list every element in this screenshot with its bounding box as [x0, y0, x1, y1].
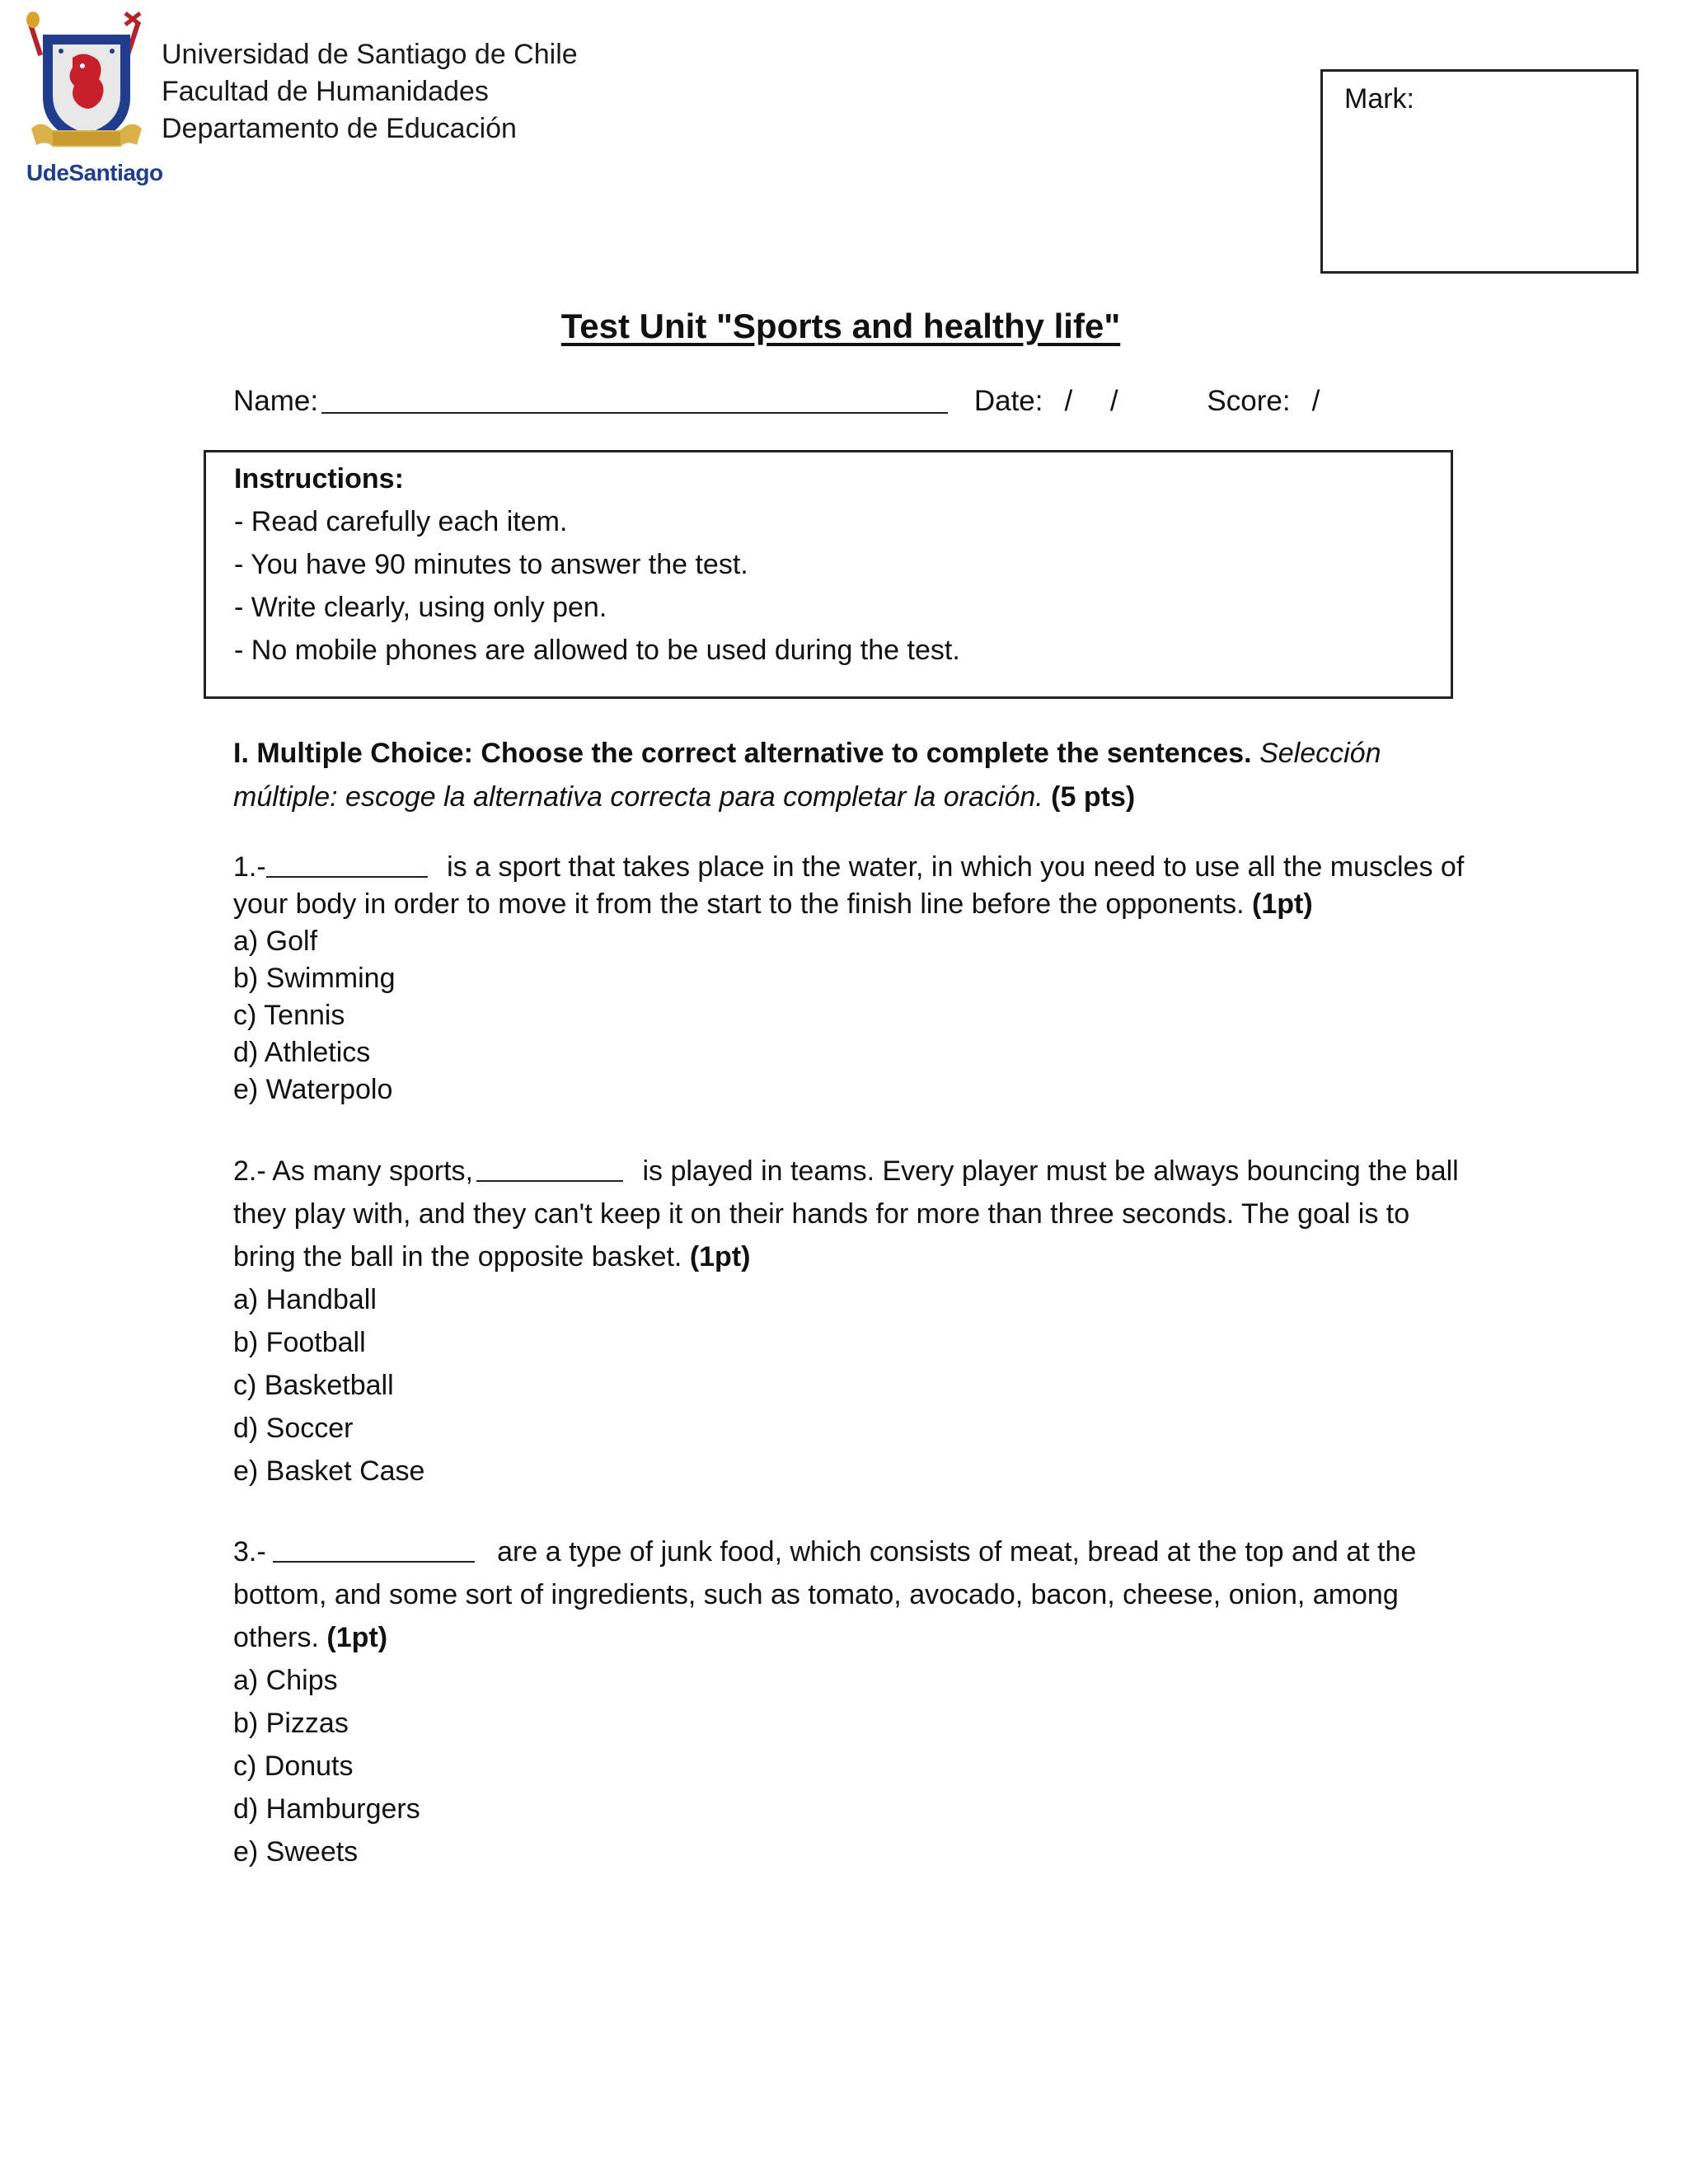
score-field[interactable]: / [1311, 385, 1335, 417]
option-item[interactable]: e) Sweets [233, 1836, 359, 1868]
institution-block [162, 36, 578, 148]
options-list [233, 1659, 1470, 1873]
option-item[interactable]: c) Donuts [233, 1750, 354, 1782]
question-3 [233, 1530, 1470, 1873]
option-item[interactable]: e) Basket Case [233, 1455, 425, 1487]
option-item[interactable]: b) Pizzas [233, 1708, 349, 1739]
score-label: Score: [1207, 385, 1291, 417]
option-item[interactable]: b) Football [233, 1327, 366, 1358]
option-item[interactable]: c) Tennis [233, 1000, 345, 1031]
date-label: Date: [973, 385, 1043, 417]
question-points: (1pt) [689, 1241, 751, 1272]
answer-blank[interactable] [273, 1536, 475, 1563]
section-heading-points: (5 pts) [1051, 781, 1136, 813]
mark-box[interactable] [1320, 69, 1639, 274]
question-body: are a type of junk food, which consists of meat, bread at the top and at the bottom, and some sort of ingredients, such as tomato, avocado, bacon, cheese, onion, among others. [233, 1536, 1417, 1653]
test-title: Test Unit "Sports and healthy life" [560, 307, 1121, 345]
question-body: is played in teams. Every player must be always bouncing the ball they play with, and they can't keep it on their hands for more than three seconds. The goal is to bring the ball in the opposite basket. [233, 1155, 1459, 1272]
instructions-title: Instructions: [234, 463, 404, 494]
question-2 [233, 1150, 1470, 1493]
question-text [233, 849, 1470, 923]
section-heading [233, 732, 1470, 819]
university-crest-icon [25, 8, 148, 161]
name-label: Name: [233, 385, 319, 417]
option-item[interactable]: e) Waterpolo [233, 1074, 393, 1105]
option-item[interactable]: d) Athletics [233, 1037, 371, 1068]
mark-label: Mark: [1344, 83, 1414, 115]
question-prefix: 1.- [233, 851, 266, 883]
date-field[interactable]: / / [1064, 385, 1133, 417]
institution-line: Universidad de Santiago de Chile [162, 39, 578, 70]
instruction-item: - No mobile phones are allowed to be used during the test. [234, 635, 960, 666]
answer-blank[interactable] [266, 851, 428, 878]
section-heading-italic: Selección múltiple: escoge la alternativa correcta para completar la oración. [233, 738, 1381, 813]
question-prefix: 2.- As many sports, [233, 1155, 473, 1187]
options-list [233, 923, 1470, 1108]
option-item[interactable]: d) Soccer [233, 1413, 354, 1444]
question-body: is a sport that takes place in the water, in which you need to use all the muscles of your body in order to move it from the start to the finish line before the opponents. [233, 851, 1465, 920]
instruction-item: - Read carefully each item. [234, 506, 568, 537]
instruction-item: - You have 90 minutes to answer the test. [234, 549, 748, 580]
instructions-box [204, 450, 1453, 699]
instruction-item: - Write clearly, using only pen. [234, 592, 607, 623]
option-item[interactable]: a) Golf [233, 926, 318, 957]
logo-wordmark: UdeSantiago [26, 160, 163, 185]
question-points: (1pt) [1252, 888, 1313, 920]
option-item[interactable]: d) Hamburgers [233, 1793, 420, 1825]
question-text [233, 1530, 1470, 1659]
options-list [233, 1278, 1470, 1493]
university-logo [25, 8, 163, 190]
answer-blank[interactable] [476, 1155, 623, 1182]
institution-line: Facultad de Humanidades [162, 76, 489, 107]
option-item[interactable]: b) Swimming [233, 963, 396, 994]
option-item[interactable]: c) Basketball [233, 1370, 394, 1401]
question-text [233, 1150, 1470, 1278]
question-points: (1pt) [326, 1622, 388, 1653]
option-item[interactable]: a) Handball [233, 1284, 377, 1315]
section-heading-bold: I. Multiple Choice: Choose the correct alternative to complete the sentences. [233, 738, 1252, 769]
student-info-row [233, 384, 1334, 418]
question-1 [233, 849, 1470, 1108]
option-item[interactable]: a) Chips [233, 1665, 338, 1696]
name-field[interactable] [321, 384, 948, 414]
question-prefix: 3.- [233, 1536, 266, 1568]
institution-line: Departamento de Educación [162, 113, 517, 144]
